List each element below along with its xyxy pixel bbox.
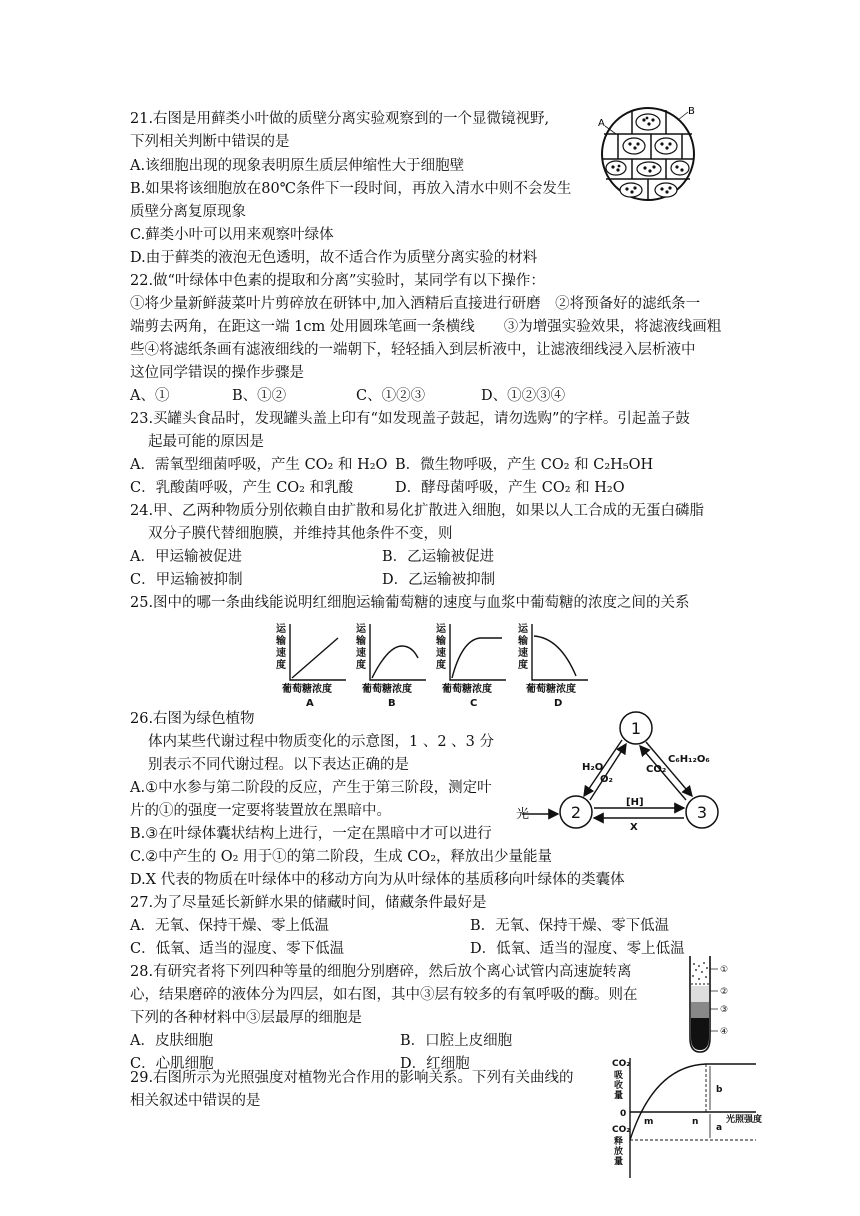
y-bottom-label: CO₂ (612, 1125, 631, 1135)
q22-stem-line-3: 端剪去两角，在距这一端 1cm 处用圆珠笔画一条横线 ③为增强实验效果，将滤液线画粗 (130, 319, 722, 335)
q23-option-d: D．酵母菌呼吸，产生 CO₂ 和 H₂O (395, 480, 625, 496)
q21-fig-label-a: A (598, 118, 605, 129)
y-label-char: 速 (436, 648, 446, 659)
q22-option-a: A、① (130, 388, 170, 404)
panel-label: A (306, 698, 314, 709)
q21-option-a: A.该细胞出现的现象表明原生质层伸缩性大于细胞壁 (130, 158, 465, 174)
y-label-char: 输 (356, 636, 366, 647)
point-m-label: m (644, 1117, 654, 1127)
q23-stem-line-1: 23.买罐头食品时，发现罐头盖上印有“如发现盖子鼓起，请勿选购”的字样。引起盖子鼓 (130, 411, 690, 427)
x-axis-label: 光照强度 (726, 1115, 763, 1125)
q27-option-d: D．低氧、适当的湿度、零上低温 (470, 941, 685, 957)
y-label-char: 速 (276, 648, 286, 659)
q29-stem-line-1: 29.右图所示为光照强度对植物光合作用的影响关系。下列有关曲线的 (130, 1070, 574, 1086)
layer-label-2: ② (720, 987, 729, 997)
y-label-char: 运 (276, 624, 286, 635)
y-label-char: 度 (356, 660, 366, 671)
q24-option-a: A．甲运输被促进 (130, 549, 242, 565)
q26-stem-line-1: 26.右图为绿色植物 (130, 711, 255, 727)
node-label-3: 3 (696, 803, 708, 822)
y-bottom-label: 量 (614, 1157, 624, 1167)
q23-stem-line-2: 起最可能的原因是 (148, 434, 264, 450)
q25-panel-b (355, 622, 426, 709)
x-label: 葡萄糖浓度 (526, 684, 576, 695)
q27-option-c: C．低氧、适当的湿度、零下低温 (130, 941, 345, 957)
q21-option-d: D.由于藓类的液泡无色透明，故不适合作为质壁分离实验的材料 (130, 250, 538, 266)
q22-stem-line-5: 这位同学错误的操作步骤是 (130, 365, 304, 381)
y-label-char: 度 (436, 660, 446, 671)
q25-curves-figure (270, 620, 600, 712)
q29-light-curve-figure (606, 1054, 776, 1184)
q27-option-a: A．无氧、保持干燥、零上低温 (130, 918, 329, 934)
q26-option-a: A.①中水参与第二阶段的反应，产生于第三阶段，测定叶 (130, 780, 492, 796)
q21-microscope-figure (596, 104, 706, 204)
label-x: X (630, 822, 638, 833)
q26-stem-line-3: 别表示不同代谢过程。以下表达正确的是 (148, 757, 409, 773)
q21-fig-label-b: B (688, 106, 695, 117)
y-bottom-label: 释 (614, 1137, 624, 1147)
y-bottom-label: 放 (614, 1147, 624, 1157)
q25-stem: 25.图中的哪一条曲线能说明红细胞运输葡萄糖的速度与血浆中葡萄糖的浓度之间的关系 (130, 595, 690, 611)
y-label-char: 运 (518, 624, 528, 635)
q26-option-c: C.②中产生的 O₂ 用于①的第二阶段，生成 CO₂，释放出少量能量 (130, 849, 553, 865)
segment-b-label: b (716, 1085, 723, 1095)
q24-stem-line-1: 24.甲、乙两种物质分别依赖自由扩散和易化扩散进入细胞，如果以人工合成的无蛋白磷脂 (130, 503, 705, 519)
q24-option-d: D．乙运输被抑制 (382, 572, 496, 588)
y-label-char: 速 (356, 648, 366, 659)
q28-option-a: A．皮肤细胞 (130, 1033, 213, 1049)
y-label-char: 度 (518, 660, 528, 671)
q21-option-b-cont: 质壁分离复原现象 (130, 204, 246, 220)
q26-stem-line-2: 体内某些代谢过程中物质变化的示意图，1 、2 、3 分 (148, 734, 495, 750)
y-label-char: 输 (276, 636, 286, 647)
label-co2: CO₂ (646, 764, 667, 775)
q27-stem: 27.为了尽量延长新鲜水果的储藏时间，储藏条件最好是 (130, 895, 487, 911)
q28-option-d: D．红细胞 (400, 1056, 470, 1072)
y-label-char: 运 (356, 624, 366, 635)
label-h2o: H₂O (582, 762, 604, 773)
q25-panel-a (275, 622, 346, 709)
q21-option-c: C.藓类小叶可以用来观察叶绿体 (130, 227, 334, 243)
q25-panel-c (435, 622, 506, 709)
node-label-2: 2 (570, 803, 582, 822)
label-o2: O₂ (600, 774, 613, 785)
q24-option-b: B．乙运输被促进 (382, 549, 495, 565)
q28-stem-line-2: 心，结果磨碎的液体分为四层，如右图，其中③层有较多的有氧呼吸的酶。则在 (130, 987, 638, 1003)
q22-stem-line-4: 些④将滤纸条画有滤液细线的一端朝下，轻轻插入到层析液中，让滤液细线浸入层析液中 (130, 342, 696, 358)
q24-stem-line-2: 双分子膜代替细胞膜，并维持其他条件不变，则 (148, 526, 453, 542)
q28-option-c: C．心肌细胞 (130, 1056, 214, 1072)
x-label: 葡萄糖浓度 (442, 684, 492, 695)
panel-label: C (470, 698, 478, 709)
y-top-label: 量 (614, 1091, 624, 1101)
q27-option-b: B．无氧、保持干燥、零下低温 (470, 918, 670, 934)
q26-option-d: D.X 代表的物质在叶绿体中的移动方向为从叶绿体的基质移向叶绿体的类囊体 (130, 872, 625, 888)
layer-label-4: ④ (720, 1027, 729, 1037)
q22-option-b: B、①② (232, 388, 287, 404)
origin-label: 0 (620, 1109, 627, 1119)
q23-option-b: B．微生物呼吸，产生 CO₂ 和 C₂H₅OH (395, 457, 654, 473)
q22-stem-line-2: ①将少量新鲜菠菜叶片剪碎放在研钵中,加入酒精后直接进行研磨 ②将预备好的滤纸条一 (130, 296, 701, 312)
q22-stem-line-1: 22.做“叶绿体中色素的提取和分离”实验时，某同学有以下操作： (130, 273, 545, 289)
q26-option-a-cont: 片的①的强度一定要将装置放在黑暗中。 (130, 803, 391, 819)
layer-label-3: ③ (720, 1005, 729, 1015)
segment-a-label: a (716, 1123, 723, 1133)
q29-stem-line-2: 相关叙述中错误的是 (130, 1093, 261, 1109)
q25-panel-d (517, 622, 588, 709)
y-top-label: 收 (614, 1081, 624, 1091)
panel-label: D (554, 698, 563, 709)
y-label-char: 速 (518, 648, 528, 659)
y-top-label: 吸 (614, 1071, 624, 1081)
point-n-label: n (692, 1117, 699, 1127)
q22-option-c: C、①②③ (356, 388, 426, 404)
x-label: 葡萄糖浓度 (282, 684, 332, 695)
y-label-char: 输 (518, 636, 528, 647)
y-top-label: CO₂ (612, 1059, 631, 1069)
panel-label: B (388, 698, 396, 709)
q28-stem-line-1: 28.有研究者将下列四种等量的细胞分别磨碎，然后放个离心试管内高速旋转离 (130, 964, 632, 980)
node-label-1: 1 (630, 719, 642, 738)
q24-option-c: C．甲运输被抑制 (130, 572, 243, 588)
label-glucose: C₆H₁₂O₆ (668, 754, 710, 765)
q21-stem-line-2: 下列相关判断中错误的是 (130, 134, 290, 150)
q23-option-c: C．乳酸菌呼吸，产生 CO₂ 和乳酸 (130, 480, 354, 496)
y-label-char: 运 (436, 624, 446, 635)
x-label: 葡萄糖浓度 (362, 684, 412, 695)
label-light: 光 (516, 807, 530, 822)
y-label-char: 输 (436, 636, 446, 647)
q26-metabolism-diagram (516, 708, 726, 844)
q28-option-b: B．口腔上皮细胞 (400, 1033, 513, 1049)
q22-option-d: D、①②③④ (481, 388, 566, 404)
label-h: [H] (626, 797, 644, 808)
y-label-char: 度 (276, 660, 286, 671)
q23-option-a: A．需氧型细菌呼吸，产生 CO₂ 和 H₂O (130, 457, 388, 473)
q28-stem-line-3: 下列的各种材料中③层最厚的细胞是 (130, 1010, 362, 1026)
q21-stem-line-1: 21.右图是用藓类小叶做的质壁分离实验观察到的一个显微镜视野, (130, 111, 550, 127)
q26-option-b: B.③在叶绿体囊状结构上进行，一定在黑暗中才可以进行 (130, 826, 492, 842)
q28-test-tube-figure (682, 950, 742, 1056)
layer-label-1: ① (720, 965, 729, 975)
q21-option-b: B.如果将该细胞放在80℃条件下一段时间，再放入清水中则不会发生 (130, 181, 572, 197)
